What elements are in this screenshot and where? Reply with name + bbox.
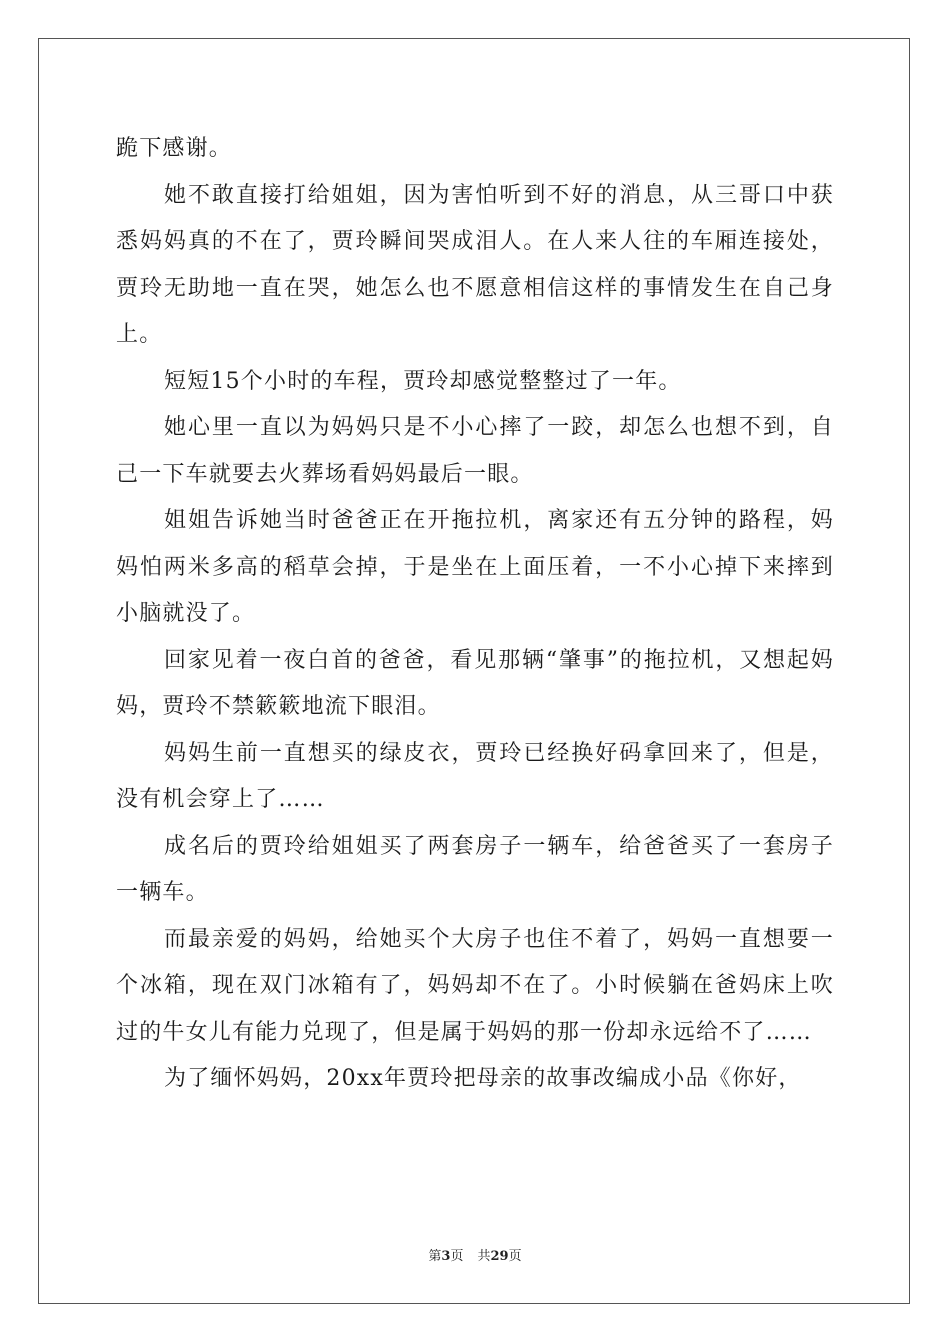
- total-pages-number: 29: [490, 1249, 509, 1264]
- paragraph: 姐姐告诉她当时爸爸正在开拖拉机，离家还有五分钟的路程，妈妈怕两米多高的稻草会掉，于是坐在上面压着，一不小心掉下来摔到小脑就没了。: [116, 508, 834, 626]
- footer-prefix: 第: [428, 1249, 442, 1264]
- footer-total-suffix: 页: [508, 1249, 522, 1264]
- paragraph: 跪下感谢。: [116, 136, 233, 161]
- paragraph: 她不敢直接打给姐姐，因为害怕听到不好的消息，从三哥口中获悉妈妈真的不在了，贾玲瞬间哭成泪人。在人来人往的车厢连接处，贾玲无助地一直在哭，她怎么也不愿意相信这样的事情发生在自己身上。: [116, 182, 834, 347]
- document-body: [116, 126, 834, 1103]
- page-footer: [0, 1245, 950, 1264]
- paragraph: 为了缅怀妈妈，20xx年贾玲把母亲的故事改编成小品《你好，: [164, 1066, 802, 1091]
- paragraph: 回家见着一夜白首的爸爸，看见那辆“肇事”的拖拉机，又想起妈妈，贾玲不禁簌簌地流下眼泪。: [116, 647, 834, 719]
- current-page-number: 3: [441, 1249, 451, 1264]
- paragraph: 短短15个小时的车程，贾玲却感觉整整过了一年。: [164, 368, 682, 394]
- paragraph: 妈妈生前一直想买的绿皮衣，贾玲已经换好码拿回来了，但是，没有机会穿上了……: [116, 740, 834, 812]
- paragraph: 她心里一直以为妈妈只是不小心摔了一跤，却怎么也想不到，自己一下车就要去火葬场看妈妈最后一眼。: [116, 415, 834, 487]
- footer-total-prefix: 共: [477, 1249, 491, 1264]
- footer-page-suffix: 页: [450, 1249, 464, 1264]
- paragraph: 而最亲爱的妈妈，给她买个大房子也住不着了，妈妈一直想要一个冰箱，现在双门冰箱有了，妈妈却不在了。小时候躺在爸妈床上吹过的牛女儿有能力兑现了，但是属于妈妈的那一份却永远给不了……: [116, 926, 834, 1045]
- paragraph: 成名后的贾玲给姐姐买了两套房子一辆车，给爸爸买了一套房子一辆车。: [116, 833, 834, 905]
